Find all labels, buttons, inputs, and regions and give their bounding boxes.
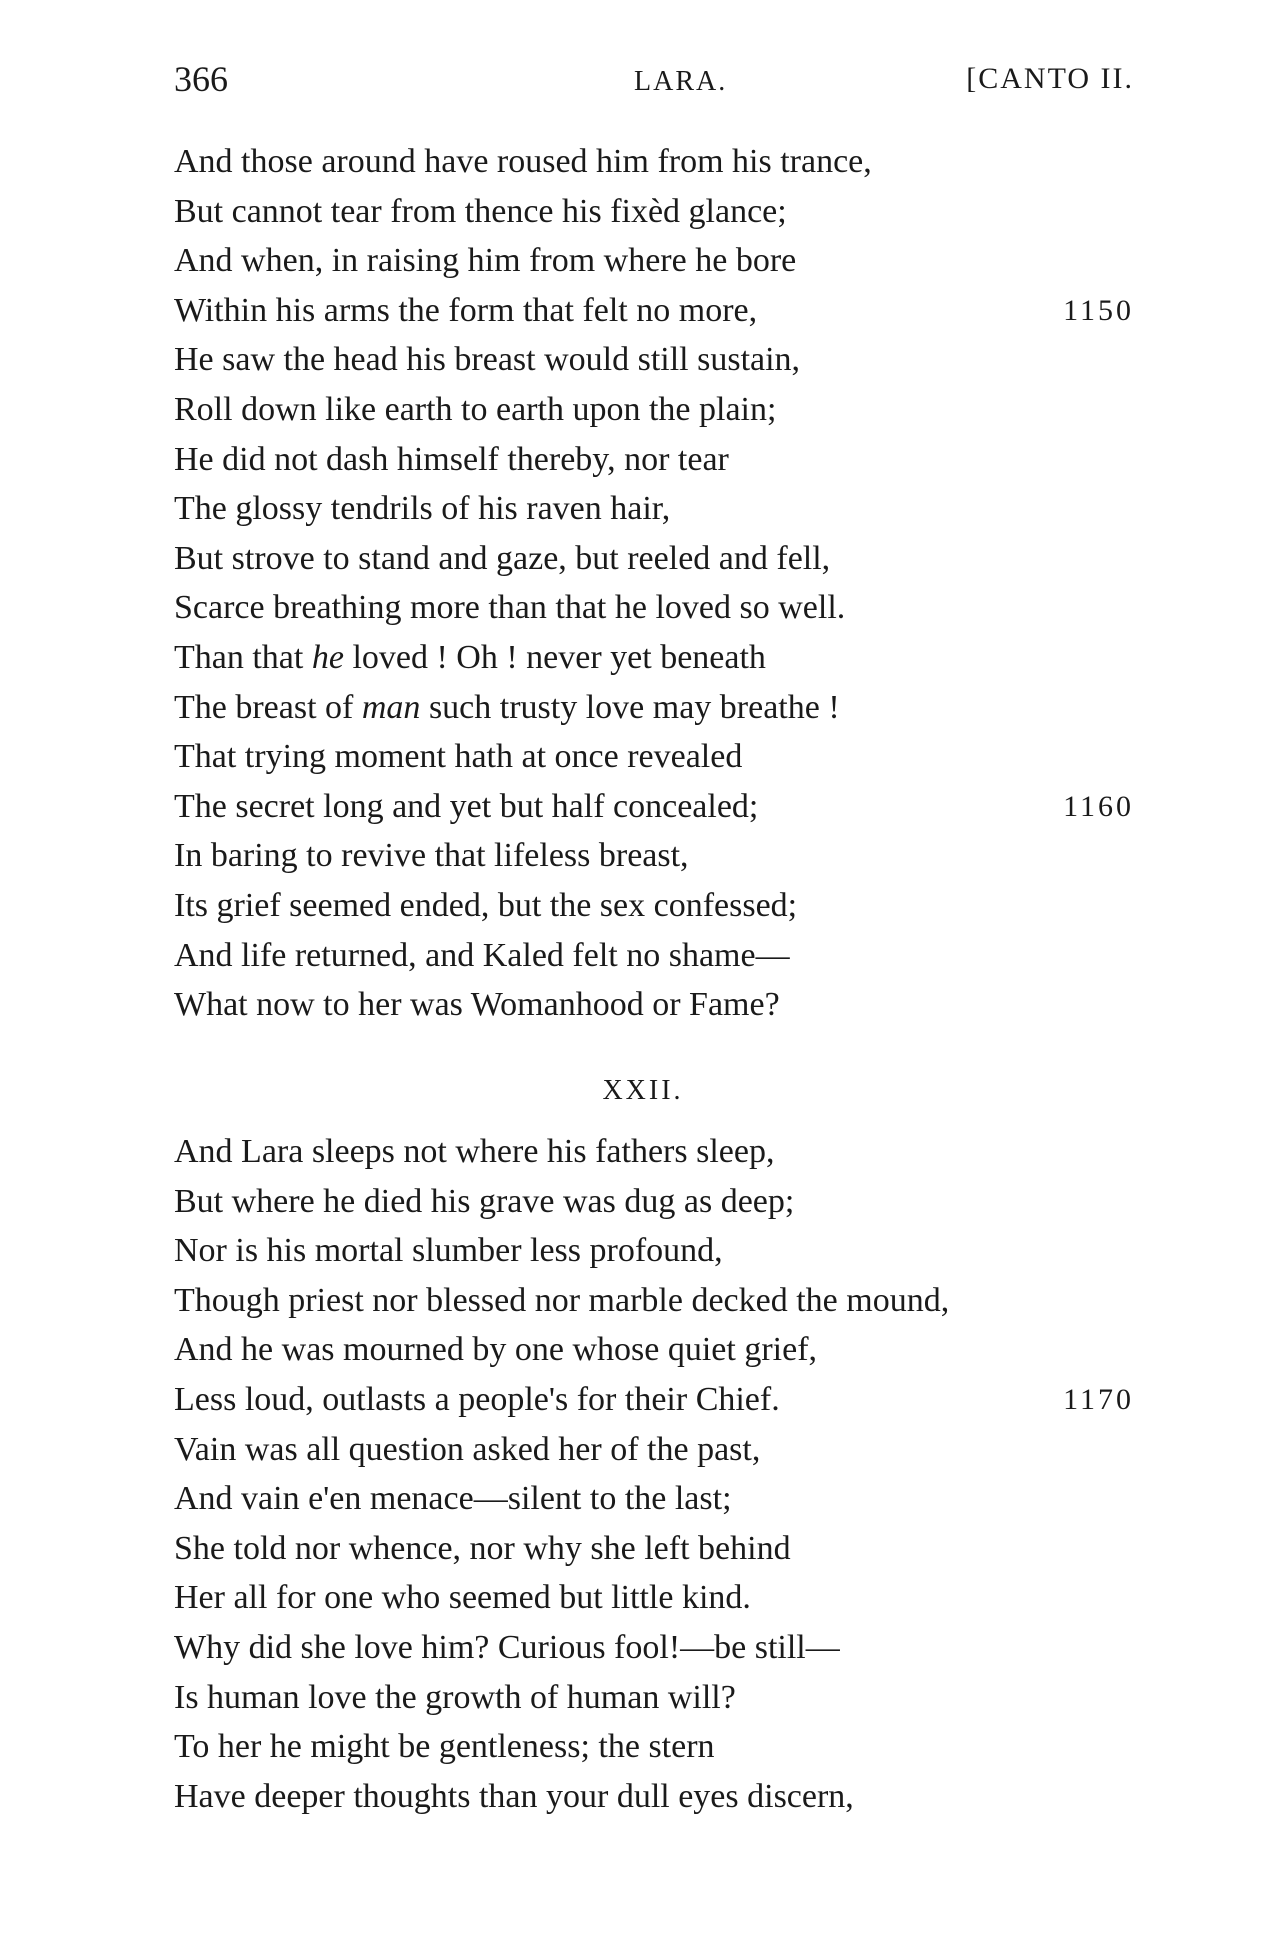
line-text: And vain e'en menace—silent to the last; xyxy=(174,1480,732,1518)
poem-line xyxy=(174,931,1134,981)
line-text: Though priest nor blessed nor marble decked the mound, xyxy=(174,1281,950,1319)
line-text: And when, in raising him from where he bore xyxy=(174,242,797,280)
poem-line xyxy=(174,1177,1134,1227)
poem-line xyxy=(174,1474,1134,1524)
line-text: But cannot tear from thence his fixèd glance; xyxy=(174,192,787,230)
poem-line xyxy=(174,435,1134,485)
poem-line xyxy=(174,1127,1134,1177)
poem-line xyxy=(174,187,1134,237)
line-number: 1160 xyxy=(1063,789,1134,823)
poem-line xyxy=(174,583,1134,633)
line-text: Have deeper thoughts than your dull eyes discern, xyxy=(174,1777,854,1815)
line-text: And Lara sleeps not where his fathers sleep, xyxy=(174,1133,775,1170)
line-text: Her all for one who seemed but little kind. xyxy=(174,1579,751,1617)
poem-line xyxy=(174,683,1134,733)
stanza-1 xyxy=(174,137,1134,1030)
poem-line xyxy=(174,1425,1134,1475)
line-text: Roll down like earth to earth upon the plain; xyxy=(174,390,777,428)
line-text: And he was mourned by one whose quiet grief, xyxy=(174,1331,818,1369)
line-text: To her he might be gentleness; the stern xyxy=(174,1728,715,1766)
line-text: Why did she love him? Curious fool!—be still— xyxy=(174,1628,840,1666)
poem-line xyxy=(174,335,1134,385)
poem-line xyxy=(174,831,1134,881)
poem-line xyxy=(174,1226,1134,1276)
page-header xyxy=(174,58,1134,118)
poem-line xyxy=(174,1673,1134,1723)
line-text: Scarce breathing more than that he loved so well. xyxy=(174,589,846,627)
poem-line xyxy=(174,236,1134,286)
line-text: That trying moment hath at once revealed xyxy=(174,738,743,776)
line-text: She told nor whence, nor why she left behind xyxy=(174,1529,791,1567)
line-text-after: such trusty love may breathe ! xyxy=(420,688,840,726)
line-text: The glossy tendrils of his raven hair, xyxy=(174,490,671,528)
line-text: But strove to stand and gaze, but reeled and fell, xyxy=(174,539,831,577)
page-number: 366 xyxy=(174,59,228,99)
emphasized-word: he xyxy=(311,638,344,676)
poem-line xyxy=(174,534,1134,584)
poem-line xyxy=(174,980,1134,1030)
line-text: In baring to revive that lifeless breast, xyxy=(174,837,689,875)
poem-line xyxy=(174,1276,1134,1326)
line-text: And those around have roused him from his trance, xyxy=(174,143,872,180)
poem-line xyxy=(174,1325,1134,1375)
line-text: Is human love the growth of human will? xyxy=(174,1678,736,1716)
poem-line xyxy=(174,881,1134,931)
poem-line xyxy=(174,782,1134,832)
line-number: 1150 xyxy=(1063,293,1134,327)
poem-line xyxy=(174,633,1134,683)
line-text: Its grief seemed ended, but the sex confessed; xyxy=(174,886,798,924)
line-text-before: The breast of xyxy=(174,688,362,726)
emphasized-word: man xyxy=(361,688,421,726)
line-text: Within his arms the form that felt no more, xyxy=(174,291,758,329)
line-text: What now to her was Womanhood or Fame? xyxy=(174,986,780,1024)
line-text: He saw the head his breast would still sustain, xyxy=(174,341,801,379)
line-text xyxy=(174,689,840,726)
section-heading: XXII. xyxy=(602,1075,684,1106)
poem-line xyxy=(174,1524,1134,1574)
poem-line xyxy=(174,1722,1134,1772)
canto-label: [CANTO II. xyxy=(966,62,1134,95)
poem-line xyxy=(174,484,1134,534)
line-text: But where he died his grave was dug as deep; xyxy=(174,1182,795,1220)
poem-line xyxy=(174,385,1134,435)
line-text: Vain was all question asked her of the past, xyxy=(174,1430,761,1468)
line-text: Nor is his mortal slumber less profound, xyxy=(174,1232,723,1270)
line-text: The secret long and yet but half concealed; xyxy=(174,787,759,825)
poem-line xyxy=(174,1623,1134,1673)
running-title: LARA. xyxy=(634,66,728,97)
poem-line xyxy=(174,1772,1134,1822)
poem-line xyxy=(174,1375,1134,1425)
poem-line xyxy=(174,286,1134,336)
line-text-after: loved ! Oh ! never yet beneath xyxy=(343,638,766,676)
poem-line xyxy=(174,732,1134,782)
poem-line xyxy=(174,1573,1134,1623)
line-number: 1170 xyxy=(1063,1382,1134,1416)
stanza-2 xyxy=(174,1127,1134,1821)
line-text: Less loud, outlasts a people's for their Chief. xyxy=(174,1380,780,1418)
line-text-before: Than that xyxy=(174,638,312,676)
line-text: He did not dash himself thereby, nor tear xyxy=(174,440,729,478)
line-text xyxy=(174,639,766,676)
line-text: And life returned, and Kaled felt no shame— xyxy=(174,936,790,974)
poem-line xyxy=(174,137,1134,187)
